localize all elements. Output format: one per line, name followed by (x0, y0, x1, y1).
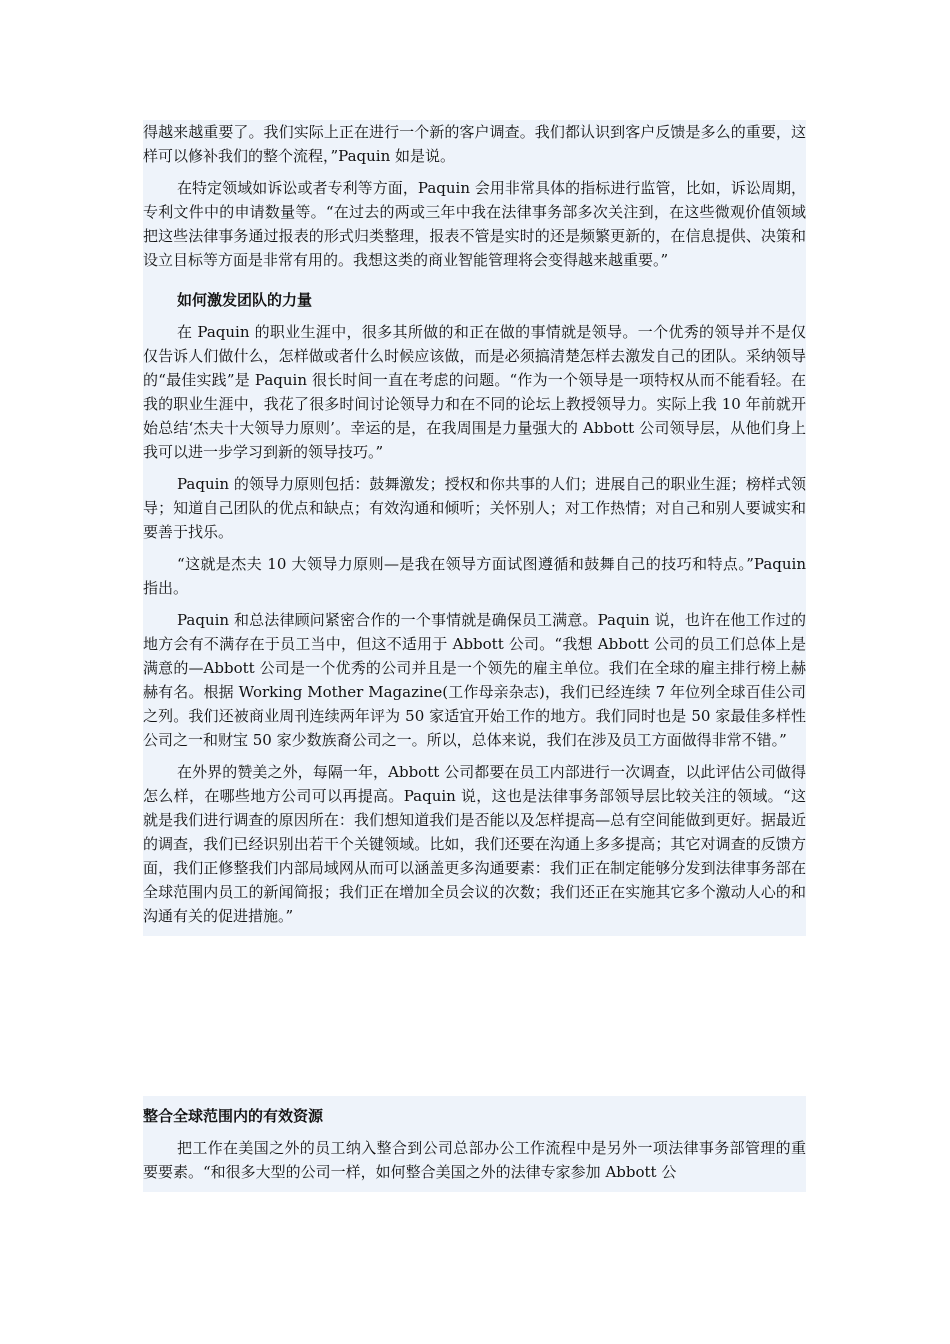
content-block-top (143, 120, 806, 936)
section-heading-team: 如何激发团队的力量 (177, 291, 313, 309)
paragraph-metrics: 在特定领域如诉讼或者专利等方面，Paquin 会用非常具体的指标进行监管，比如，诉讼周期，专利文件中的申请数量等。“在过去的两或三年中我在法律事务部多次关注到，在这些微观价值领域把这些法律事务通过报表的形式归类整理，报表不管是实时的还是频繁更新的，在信息提供、决策和设立目标等方面是非常有用的。我想这类的商业智能管理将会变得越来越重要。” (143, 179, 806, 269)
paragraph-integration: 把工作在美国之外的员工纳入整合到公司总部办公工作流程中是另外一项法律事务部管理的重要要素。“和很多大型的公司一样，如何整合美国之外的法律专家参加 Abbott 公 (143, 1139, 806, 1181)
paragraph-continuation: 得越来越重要了。我们实际上正在进行一个新的客户调查。我们都认识到客户反馈是多么的重要，这样可以修补我们的整个流程，”Paquin 如是说。 (143, 123, 806, 165)
paragraph-survey: 在外界的赞美之外，每隔一年，Abbott 公司都要在员工内部进行一次调查，以此评估公司做得怎么样，在哪些地方公司可以再提高。Paquin 说，这也是法律事务部领导层比较关注的领域。“这就是我们进行调查的原因所在：我们想知道我们是否能以及怎样提高—总有空间能做到更好。据最近的调查，我们已经识别出若干个关键领域。比如，我们还要在沟通上多多提高；其它对调查的反馈方面，我们正修整我们内部局域网从而可以涵盖更多沟通要素：我们正在制定能够分发到法律事务部在全球范围内员工的新闻简报；我们正在增加全员会议的次数；我们还正在实施其它多个激动人心的和沟通有关的促进措施。” (143, 763, 806, 925)
section-heading-global: 整合全球范围内的有效资源 (143, 1107, 324, 1125)
paragraph-leadership: 在 Paquin 的职业生涯中，很多其所做的和正在做的事情就是领导。一个优秀的领导并不是仅仅告诉人们做什么，怎样做或者什么时候应该做，而是必须搞清楚怎样去激发自己的团队。采纳领导的“最佳实践”是 Paquin 很长时间一直在考虑的问题。“作为一个领导是一项特权从而不能看轻。在我的职业生涯中，我花了很多时间讨论领导力和在不同的论坛上教授领导力。实际上我 10 年前就开始总结‘杰夫十大领导力原则’。幸运的是，在我周围是力量强大的 Abbott 公司领导层，从他们身上我可以进一步学习到新的领导技巧。” (143, 323, 806, 461)
paragraph-principles: Paquin 的领导力原则包括：鼓舞激发；授权和你共事的人们；进展自己的职业生涯；榜样式领导；知道自己团队的优点和缺点；有效沟通和倾听；关怀别人；对工作热情；对自己和别人要诚实和要善于找乐。 (143, 475, 806, 541)
paragraph-satisfaction: Paquin 和总法律顾问紧密合作的一个事情就是确保员工满意。Paquin 说，也许在他工作过的地方会有不满存在于员工当中，但这不适用于 Abbott 公司。“我想 Abbott 公司的员工们总体上是满意的—Abbott 公司是一个优秀的公司并且是一个领先的雇主单位。我们在全球的雇主排行榜上赫赫有名。根据 Working Mother Magazine(工作母亲杂志)，我们已经连续 7 年位列全球百佳公司之列。我们还被商业周刊连续两年评为 50 家适宜开始工作的地方。我们同时也是 50 家最佳多样性公司之一和财宝 50 家少数族裔公司之一。所以，总体来说，我们在涉及员工方面做得非常不错。” (143, 611, 806, 749)
paragraph-quote: “这就是杰夫 10 大领导力原则—是我在领导方面试图遵循和鼓舞自己的技巧和特点。”Paquin 指出。 (143, 555, 806, 597)
content-block-bottom (143, 1096, 806, 1192)
